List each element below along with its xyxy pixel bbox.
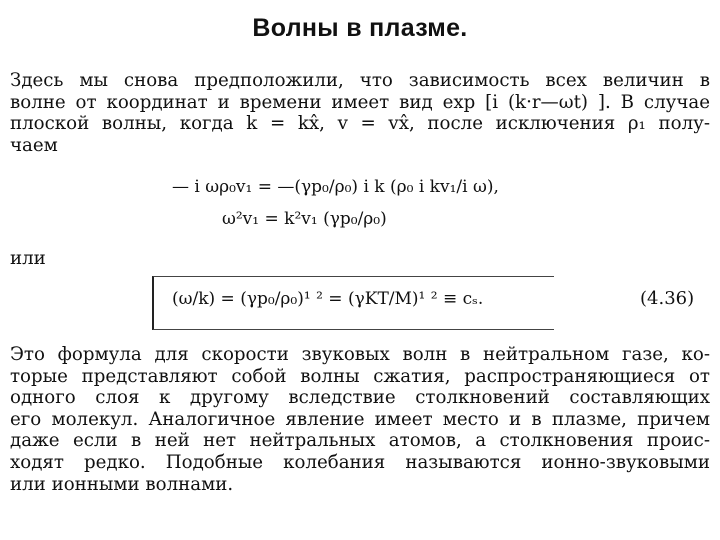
text-line: чаем <box>10 134 58 156</box>
sound-speed-equation: (ω/k) = (γp₀/ρ₀)¹ ² = (γKT/M)¹ ² ≡ cₛ. <box>172 289 484 309</box>
text-line: или ионными волнами. <box>10 473 234 495</box>
text-line: Это формула для скорости звуковых волн в нейтральном газе, ко- <box>10 344 710 365</box>
equation-number: (4.36) <box>640 288 695 309</box>
equation-1: — i ωρ₀v₁ = —(γp₀/ρ₀) i k (ρ₀ i kv₁/i ω), <box>172 177 499 197</box>
page-title: Волны в плазме. <box>252 14 468 42</box>
text-line: плоской волны, когда k = kx̂, v = vx̂, после исключения ρ₁ полу- <box>10 113 710 135</box>
text-line: одного слоя к другому вследствие столкновений составляющих <box>10 387 710 409</box>
text-line: волне от координат и времени имеет вид exp [i (k·r—ωt) ]. В случае <box>10 91 710 113</box>
text-line: Здесь мы снова предположили, что зависимость всех величин в <box>10 70 710 91</box>
text-line: даже если в ней нет нейтральных атомов, а столкновения проис- <box>10 430 710 452</box>
text-line: его молекул. Аналогичное явление имеет место и в плазме, причем <box>10 408 710 430</box>
intro-paragraph <box>10 70 710 156</box>
text-line: торые представляют собой волны сжатия, распространяющиеся от <box>10 365 710 387</box>
text-line: ходят редко. Подобные колебания называются ионно-звуковыми <box>10 451 710 473</box>
or-word: или <box>10 248 46 269</box>
equation-2: ω²v₁ = k²v₁ (γp₀/ρ₀) <box>222 209 387 229</box>
explanation-paragraph <box>10 344 710 495</box>
